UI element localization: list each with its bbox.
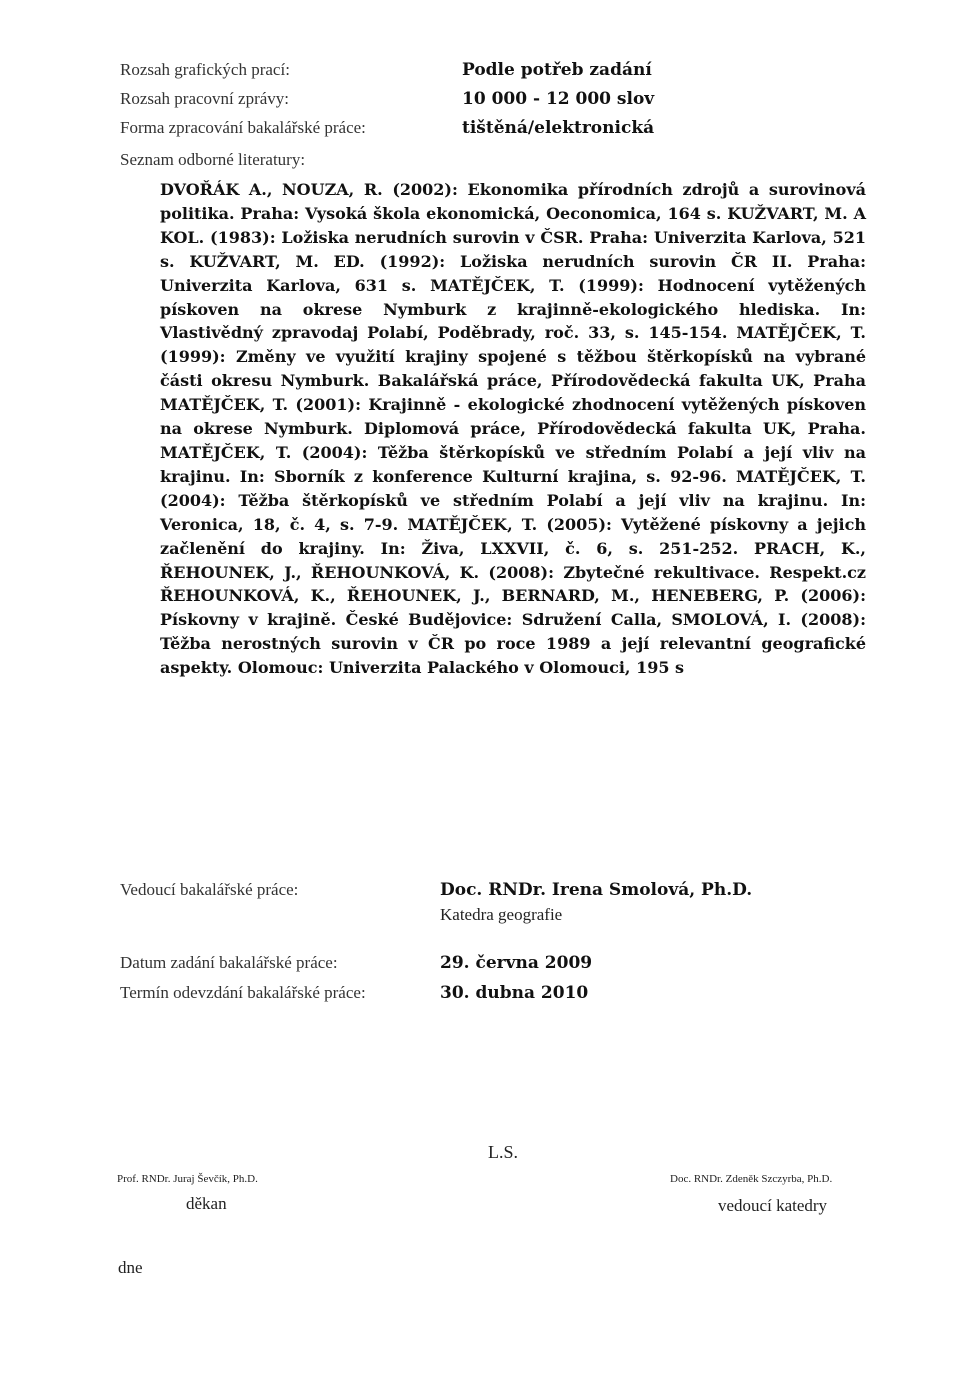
assignment-date-value: 29. června 2009 <box>440 953 593 973</box>
submission-date-label: Termín odevzdání bakalářské práce: <box>120 983 366 1002</box>
literature-list: DVOŘÁK A., NOUZA, R. (2002): Ekonomika přírodních zdrojů a surovinová politika. Praha: Vysoká škola ekonomická, Oeconomica, 164 s. KUŽVART, M. A KOL. (1983): Ložiska nerudních surovin v ČSR. Praha: Univerzita Karlova, 521 s. KUŽVART, M. ED. (1992): Ložiska nerudních surovin ČR II. Praha: Univerzita Karlova, 631 s. MATĚJČEK, T. (1999): Hodnocení vytěžených pískoven na okrese Nymburk z krajinně-ekologického hlediska. In: Vlastivědný zpravodaj Polabí, Poděbrady, roč. 33, s. 145-154. MATĚJČEK, T. (1999): Změny ve využití krajiny spojené s těžbou štěrkopísků na vybrané části okresu Nymburk. Bakalářská práce, Přírodovědecká fakulta UK, Praha MATĚJČEK, T. (2001): Krajinně - ekologické zhodnocení vytěžených pískoven na okrese Nymburk. Diplomová práce, Přírodovědecká fakulta UK, Praha. MATĚJČEK, T. (2004): Těžba štěrkopísků ve středním Polabí a její vliv na krajinu. In: Sborník z konference Kulturní krajina, s. 92-96. MATĚJČEK, T. (2004): Těžba štěrkopísků ve středním Polabí a její vliv na krajinu. In: Veronica, 18, č. 4, s. 7-9. MATĚJČEK, T. (2005): Vytěžené pískovny a jejich začlenění do krajiny. In: Živa, LXXVII, č. 6, s. 251-252. PRACH, K., ŘEHOUNEK, J., ŘEHOUNKOVÁ, K. (2008): Zbytečné rekultivace. Respekt.cz ŘEHOUNKOVÁ, K., ŘEHOUNEK, J., BERNARD, M., HENEBERG, P. (2006): Pískovny v krajině. České Budějovice: Sdružení Calla, SMOLOVÁ, I. (2008): Těžba nerostných surovin v ČR po roce 1989 a její relevantní geografické aspekty. Olomouc: Univerzita Palackého v Olomouci, 195 s <box>160 180 866 678</box>
assignment-date-label: Datum zadání bakalářské práce: <box>120 953 338 972</box>
supervisor-label: Vedoucí bakalářské práce: <box>120 880 299 899</box>
literature-label: Seznam odborné literatury: <box>120 150 306 169</box>
thesis-form-value: tištěná/elektronická <box>462 118 655 138</box>
supervisor-name: Doc. RNDr. Irena Smolová, Ph.D. <box>440 880 753 900</box>
graphic-scope-value: Podle potřeb zadání <box>462 60 652 80</box>
submission-date-value: 30. dubna 2010 <box>440 983 589 1003</box>
head-of-department-role: vedoucí katedry <box>718 1196 828 1215</box>
date-line-label: dne <box>118 1258 143 1277</box>
report-scope-label: Rozsah pracovní zprávy: <box>120 89 289 108</box>
dean-name: Prof. RNDr. Juraj Ševčík, Ph.D. <box>117 1173 258 1185</box>
head-of-department-name: Doc. RNDr. Zdeněk Szczyrba, Ph.D. <box>670 1173 833 1185</box>
dean-role: děkan <box>186 1194 227 1213</box>
graphic-scope-label: Rozsah grafických prací: <box>120 60 290 79</box>
seal-ls: L.S. <box>488 1142 519 1162</box>
thesis-form-label: Forma zpracování bakalářské práce: <box>120 118 366 137</box>
report-scope-value: 10 000 - 12 000 slov <box>462 89 655 109</box>
supervisor-department: Katedra geografie <box>440 905 563 924</box>
